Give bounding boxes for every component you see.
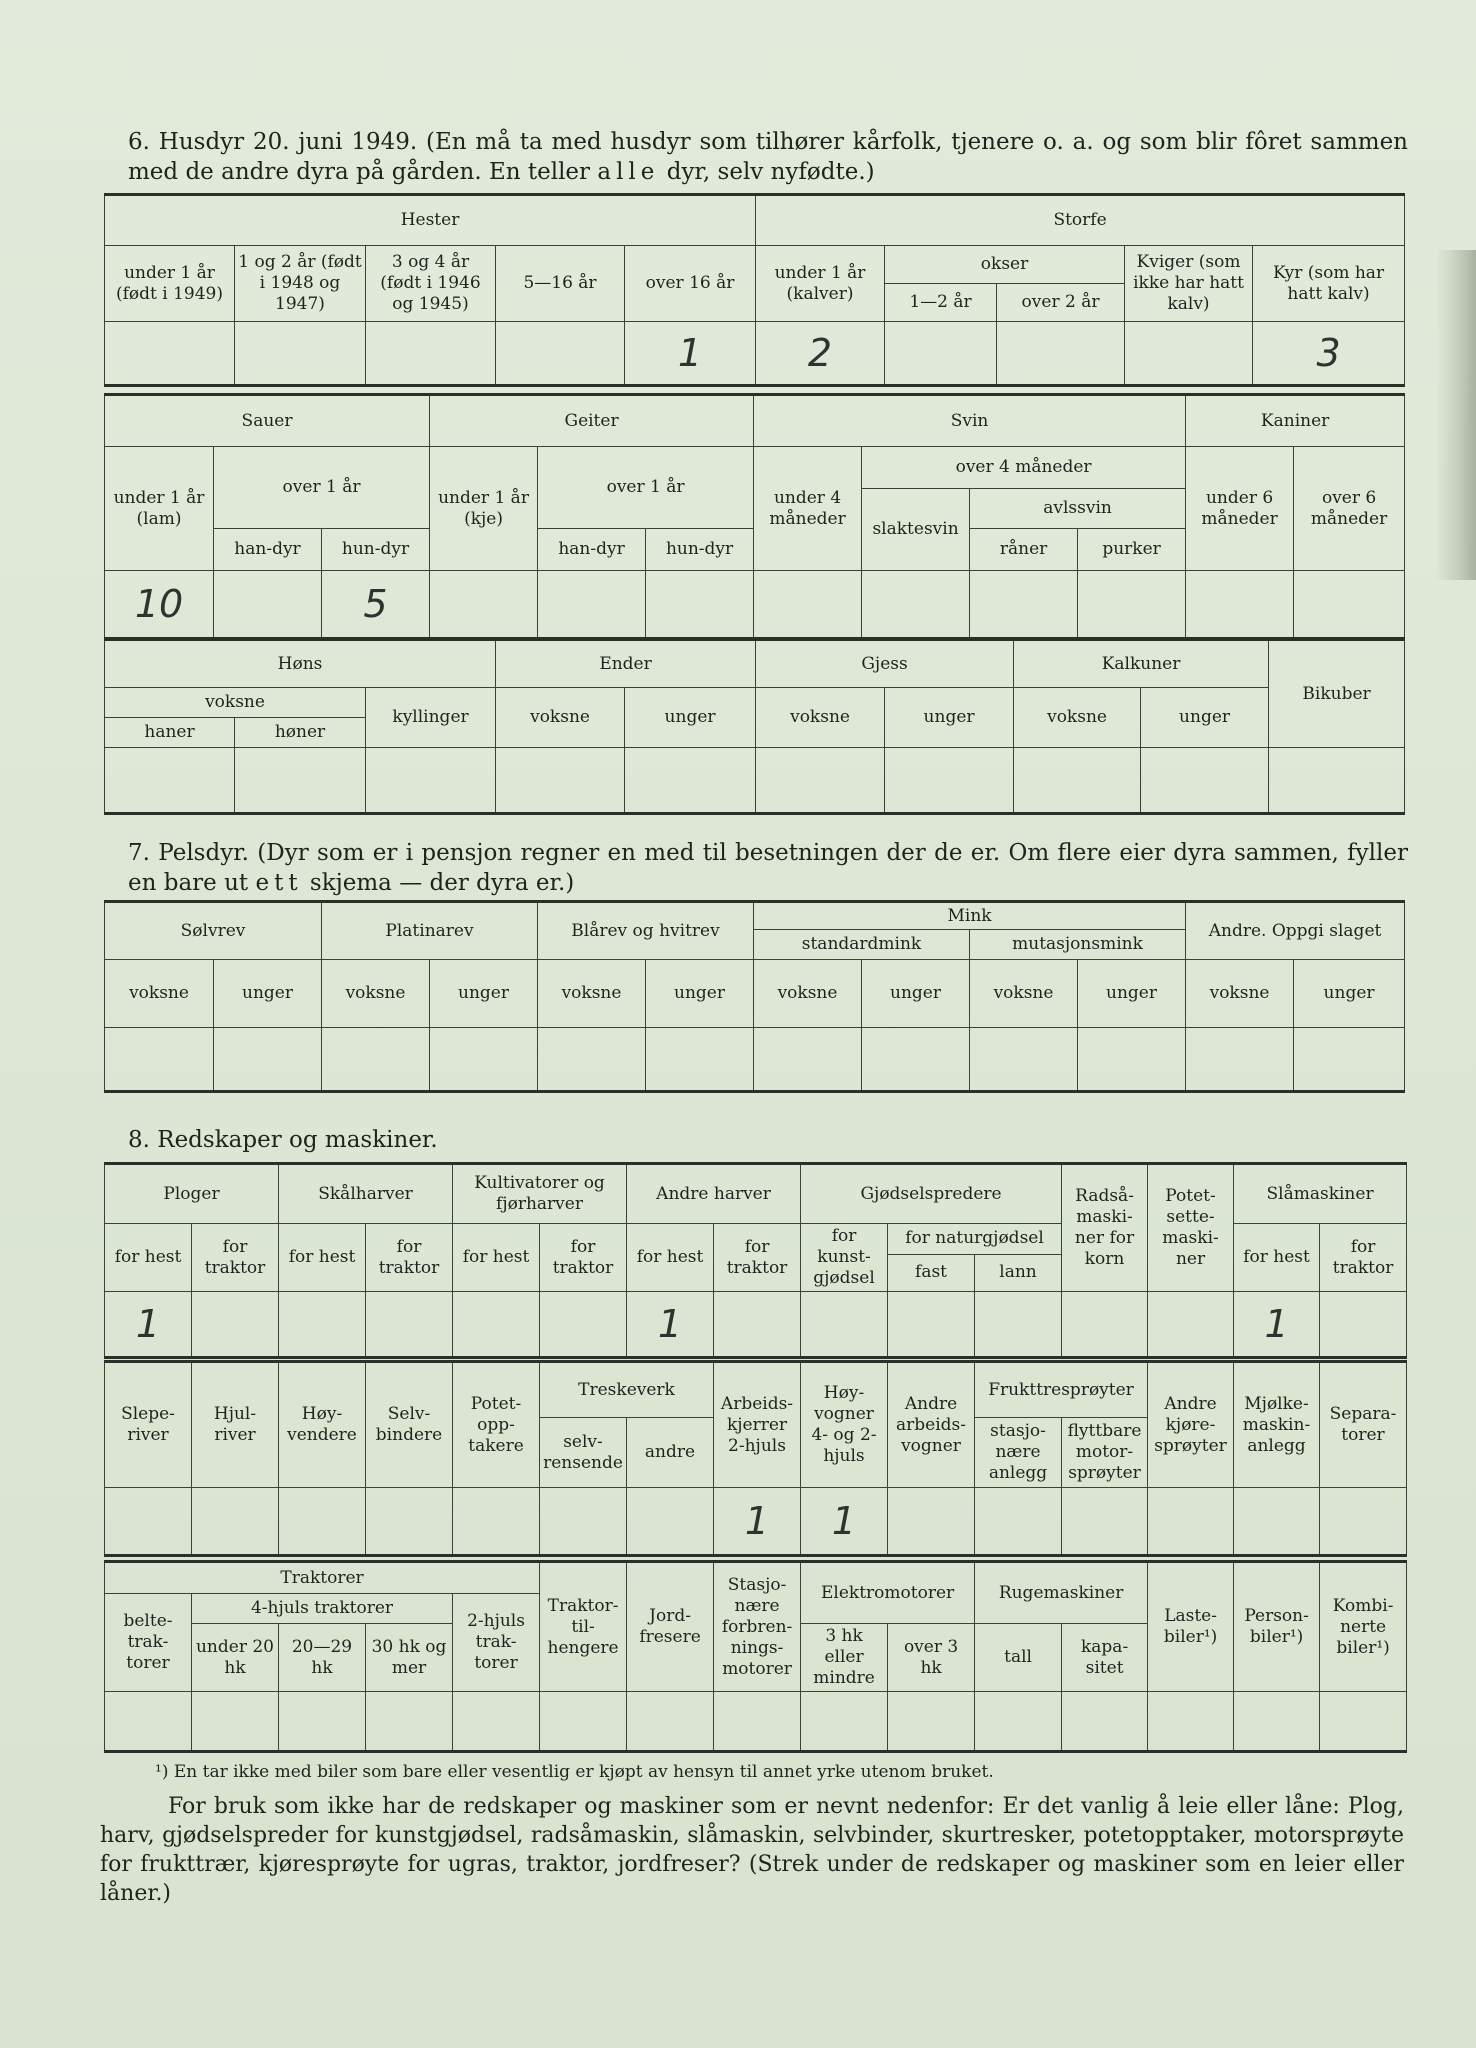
value-cell[interactable] (1014, 748, 1141, 814)
value-cell[interactable] (496, 748, 625, 814)
value-cell[interactable] (540, 1292, 627, 1358)
value-cell[interactable] (756, 748, 885, 814)
value-cell[interactable] (366, 322, 496, 386)
value-cell[interactable] (453, 1292, 540, 1358)
col-okser-over2: over 2 år (997, 284, 1125, 322)
col-ender-unger: unger (625, 688, 756, 748)
section-6-text-end: dyr, selv nyfødte.) (666, 159, 875, 185)
col-storfe-okser: okser (885, 246, 1125, 284)
col-sau-over1: over 1 år (214, 447, 430, 529)
value-cell[interactable] (105, 1692, 192, 1752)
value-cell[interactable]: 10 (105, 571, 214, 639)
col-under20: under 20 hk (192, 1624, 279, 1692)
value-cell[interactable] (646, 1028, 754, 1092)
col-sau-handyr: han-dyr (214, 529, 322, 571)
value-cell[interactable] (105, 748, 235, 814)
section-8-text: 8. Redskaper og maskiner. (128, 1127, 438, 1153)
value-cell[interactable] (366, 1488, 453, 1556)
header-mink: Mink (754, 902, 1186, 930)
header-rugemaskiner: Rugemaskiner (975, 1562, 1148, 1624)
value-cell[interactable] (235, 322, 366, 386)
header-andre: Andre. Oppgi slaget (1186, 902, 1405, 960)
header-jordfresere: Jord-fresere (627, 1562, 714, 1692)
col-selvrensende: selv-rensende (540, 1418, 627, 1488)
value-cell[interactable] (192, 1692, 279, 1752)
col-honer: høner (235, 718, 366, 748)
header-potetopptakere: Potet-opp-takere (453, 1362, 540, 1488)
value-cell[interactable]: 1 (625, 322, 756, 386)
value-cell[interactable] (997, 322, 1125, 386)
header-platinarev: Platinarev (322, 902, 538, 960)
section-6-alle: alle (597, 159, 660, 185)
value-cell[interactable] (1186, 571, 1294, 639)
col-kyllinger: kyllinger (366, 688, 496, 748)
table-redskaper-b (104, 1360, 1407, 1557)
col-naturgjodsel: for naturgjødsel (888, 1224, 1062, 1255)
header-mjolkemaskinanlegg: Mjølke-maskin-anlegg (1234, 1362, 1320, 1488)
col-standardmink: standardmink (754, 930, 970, 960)
col-hest-1-2: 1 og 2 år (født i 1948 og 1947) (235, 246, 366, 322)
value-cell[interactable] (1234, 1692, 1320, 1752)
col-ploger-hest: for hest (105, 1224, 192, 1292)
col-mutasjonsmink: mutasjonsmink (970, 930, 1186, 960)
value-cell[interactable] (366, 748, 496, 814)
value-cell[interactable] (279, 1488, 366, 1556)
footnote: ¹) En tar ikke med biler som bare eller vesentlig er kjøpt av hensyn til annet yrke utenom bruket. (155, 1762, 994, 1782)
header-andre-arbeidsvogner: Andre arbeids-vogner (888, 1362, 975, 1488)
value-cell[interactable] (279, 1292, 366, 1358)
value-cell[interactable] (714, 1692, 801, 1752)
value-cell[interactable] (888, 1692, 975, 1752)
value-cell[interactable] (1148, 1692, 1234, 1752)
value-cell[interactable] (885, 748, 1014, 814)
header-blarev: Blårev og hvitrev (538, 902, 754, 960)
col-stasjonaere-anlegg: stasjo-nære anlegg (975, 1418, 1062, 1488)
col-sla-traktor: for traktor (1320, 1224, 1407, 1292)
col-voksne: voksne (105, 960, 214, 1028)
col-okser-1-2: 1—2 år (885, 284, 997, 322)
header-stasjonaere-motorer: Stasjo-nære forbren-nings-motorer (714, 1562, 801, 1692)
col-el-over3: over 3 hk (888, 1624, 975, 1692)
value-cell[interactable] (453, 1692, 540, 1752)
header-separatorer: Separa-torer (1320, 1362, 1407, 1488)
value-cell[interactable] (801, 1292, 888, 1358)
value-cell[interactable] (862, 1028, 970, 1092)
col-harv-traktor: for traktor (714, 1224, 801, 1292)
col-slaktesvin: slaktesvin (862, 489, 970, 571)
header-radsamaskiner: Radså-maski-ner for korn (1062, 1164, 1148, 1292)
col-geit-handyr: han-dyr (538, 529, 646, 571)
col-unger: unger (862, 960, 970, 1028)
value-cell[interactable] (801, 1692, 888, 1752)
value-cell[interactable] (430, 571, 538, 639)
table-hester-storfe (104, 193, 1405, 387)
col-20-29: 20—29 hk (279, 1624, 366, 1692)
value-cell[interactable] (888, 1292, 975, 1358)
col-treske-andre: andre (627, 1418, 714, 1488)
value-cell[interactable] (235, 748, 366, 814)
header-hoyvogner: Høy-vogner 4- og 2-hjuls (801, 1362, 888, 1488)
lease-question-paragraph: For bruk som ikke har de redskaper og maskiner som er nevnt nedenfor: Er det vanlig å leie eller låne: Plog, harv, gjødselspreder for kunstgjødsel, radsåmaskin, slåmaskin, selvbinder, skurtresker, potetopptaker, motorsprøyte for frukttrær, kjøresprøyte for ugras, traktor, jordfreser? (Strek under de redskaper og maskiner som en leier eller låner.) (100, 1794, 1404, 1906)
value-cell[interactable] (540, 1692, 627, 1752)
header-svin: Svin (754, 395, 1186, 447)
col-unger: unger (1294, 960, 1405, 1028)
col-kult-traktor: for traktor (540, 1224, 627, 1292)
value-cell[interactable] (970, 1028, 1078, 1092)
torn-edge (1436, 250, 1476, 580)
value-cell[interactable] (1078, 571, 1186, 639)
value-cell[interactable] (754, 571, 862, 639)
col-voksne: voksne (754, 960, 862, 1028)
value-cell[interactable] (1125, 322, 1253, 386)
header-kalkuner: Kalkuner (1014, 640, 1269, 688)
col-voksne: voksne (970, 960, 1078, 1028)
value-cell[interactable]: 2 (756, 322, 885, 386)
value-cell[interactable] (538, 1028, 646, 1092)
col-kapasitet: kapa-sitet (1062, 1624, 1148, 1692)
header-storfe: Storfe (756, 195, 1405, 246)
header-sauer: Sauer (105, 395, 430, 447)
col-voksne: voksne (322, 960, 430, 1028)
value-cell[interactable] (214, 571, 322, 639)
value-cell[interactable] (1062, 1488, 1148, 1556)
value-cell[interactable] (625, 748, 756, 814)
value-cell[interactable] (1062, 1692, 1148, 1752)
value-cell[interactable] (1294, 571, 1405, 639)
header-traktorer: Traktorer (105, 1562, 540, 1594)
col-2hjuls: 2-hjuls trak-torer (453, 1594, 540, 1692)
value-cell[interactable] (646, 571, 754, 639)
value-cell[interactable]: 3 (1253, 322, 1405, 386)
header-potetsettemaskiner: Potet-sette-maski-ner (1148, 1164, 1234, 1292)
value-cell[interactable] (192, 1292, 279, 1358)
header-ender: Ender (496, 640, 756, 688)
col-sla-hest: for hest (1234, 1224, 1320, 1292)
value-cell[interactable] (1294, 1028, 1405, 1092)
col-geit-kje: under 1 år (kje) (430, 447, 538, 571)
value-cell[interactable] (1148, 1292, 1234, 1358)
col-unger: unger (430, 960, 538, 1028)
col-avlssvin: avlssvin (970, 489, 1186, 529)
col-unger: unger (646, 960, 754, 1028)
col-kult-hest: for hest (453, 1224, 540, 1292)
value-cell[interactable] (627, 1692, 714, 1752)
col-purker: purker (1078, 529, 1186, 571)
value-cell[interactable] (1062, 1292, 1148, 1358)
col-flyttbare: flyttbare motor-sprøyter (1062, 1418, 1148, 1488)
value-cell[interactable] (975, 1292, 1062, 1358)
section-6-text: 6. Husdyr 20. juni 1949. (En må ta med husdyr som tilhører kårfolk, tjenere o. a. og som blir fôret sammen med de andre dyra på gården. En teller (128, 129, 1408, 185)
table-traktorer (104, 1560, 1407, 1753)
header-solvrev: Sølvrev (105, 902, 322, 960)
value-cell[interactable] (430, 1028, 538, 1092)
value-cell[interactable] (366, 1692, 453, 1752)
value-cell[interactable]: 1 (1234, 1292, 1320, 1358)
col-kalkuner-voksne: voksne (1014, 688, 1141, 748)
section-7-text: 7. Pelsdyr. (Dyr som er i pensjon regner en med til besetningen der de er. Om flere eier dyra sammen, fyller en bare ut (128, 840, 1408, 896)
value-cell[interactable] (862, 571, 970, 639)
col-svin-under4: under 4 måneder (754, 447, 862, 571)
section-7-text-end: skjema — der dyra er.) (309, 870, 575, 896)
col-hons-voksne: voksne (105, 688, 366, 718)
col-gjess-voksne: voksne (756, 688, 885, 748)
header-treskeverk: Treskeverk (540, 1362, 714, 1418)
section-7-heading (128, 838, 1408, 898)
col-ender-voksne: voksne (496, 688, 625, 748)
header-elektromotorer: Elektromotorer (801, 1562, 975, 1624)
header-gjess: Gjess (756, 640, 1014, 688)
col-voksne: voksne (1186, 960, 1294, 1028)
header-kombinerte: Kombi-nerte biler¹) (1320, 1562, 1407, 1692)
value-cell[interactable] (105, 1028, 214, 1092)
value-cell[interactable] (279, 1692, 366, 1752)
value-cell[interactable] (1148, 1488, 1234, 1556)
col-voksne: voksne (538, 960, 646, 1028)
col-svin-over4: over 4 måneder (862, 447, 1186, 489)
header-andre-harver: Andre harver (627, 1164, 801, 1224)
col-beltetraktorer: belte-trak-torer (105, 1594, 192, 1692)
col-storfe-kalver: under 1 år (kalver) (756, 246, 885, 322)
col-30: 30 hk og mer (366, 1624, 453, 1692)
header-traktortilhengere: Traktor-til-hengere (540, 1562, 627, 1692)
value-cell[interactable]: 1 (714, 1488, 801, 1556)
col-gjess-unger: unger (885, 688, 1014, 748)
value-cell[interactable] (322, 1028, 430, 1092)
value-cell[interactable] (1269, 748, 1405, 814)
table-fjorfe (104, 638, 1405, 815)
value-cell[interactable] (970, 571, 1078, 639)
header-kaniner: Kaniner (1186, 395, 1405, 447)
col-fast: fast (888, 1254, 975, 1291)
col-kan-under6: under 6 måneder (1186, 447, 1294, 571)
section-6-heading (128, 127, 1408, 187)
header-kultivatorer: Kultivatorer og fjørharver (453, 1164, 627, 1224)
value-cell[interactable] (1320, 1292, 1407, 1358)
col-tall: tall (975, 1624, 1062, 1692)
value-cell[interactable] (1078, 1028, 1186, 1092)
col-kalkuner-unger: unger (1141, 688, 1269, 748)
value-cell[interactable] (1141, 748, 1269, 814)
header-hjulriver: Hjul-river (192, 1362, 279, 1488)
value-cell[interactable] (105, 1488, 192, 1556)
header-hons: Høns (105, 640, 496, 688)
col-hest-over16: over 16 år (625, 246, 756, 322)
col-sau-hundyr: hun-dyr (322, 529, 430, 571)
value-cell[interactable] (192, 1488, 279, 1556)
value-cell[interactable] (1320, 1488, 1407, 1556)
value-cell[interactable]: 5 (322, 571, 430, 639)
table-pelsdyr (104, 900, 1405, 1093)
header-geiter: Geiter (430, 395, 754, 447)
value-cell[interactable] (885, 322, 997, 386)
col-raner: råner (970, 529, 1078, 571)
value-cell[interactable] (214, 1028, 322, 1092)
header-selvbindere: Selv-bindere (366, 1362, 453, 1488)
value-cell[interactable] (1186, 1028, 1294, 1092)
header-slamaskiner: Slåmaskiner (1234, 1164, 1407, 1224)
value-cell[interactable] (888, 1488, 975, 1556)
header-ploger: Ploger (105, 1164, 279, 1224)
value-cell[interactable] (754, 1028, 862, 1092)
col-haner: haner (105, 718, 235, 748)
value-cell[interactable] (496, 322, 625, 386)
col-skal-traktor: for traktor (366, 1224, 453, 1292)
col-unger: unger (1078, 960, 1186, 1028)
value-cell[interactable] (975, 1692, 1062, 1752)
value-cell[interactable] (1320, 1692, 1407, 1752)
col-4hjuls: 4-hjuls traktorer (192, 1594, 453, 1624)
col-kunstgjodsel: for kunst-gjødsel (801, 1224, 888, 1292)
value-cell[interactable] (627, 1488, 714, 1556)
header-fruktsproyter: Frukttresprøyter (975, 1362, 1148, 1418)
col-hest-5-16: 5—16 år (496, 246, 625, 322)
col-harv-hest: for hest (627, 1224, 714, 1292)
table-sauer-geiter-svin-kaniner (104, 393, 1405, 640)
header-arbeidskjerrer: Arbeids-kjerrer 2-hjuls (714, 1362, 801, 1488)
header-hester: Hester (105, 195, 756, 246)
value-cell[interactable] (540, 1488, 627, 1556)
value-cell[interactable] (105, 322, 235, 386)
value-cell[interactable]: 1 (627, 1292, 714, 1358)
value-cell[interactable] (975, 1488, 1062, 1556)
col-sau-lam: under 1 år (lam) (105, 447, 214, 571)
header-sleperiver: Slepe-river (105, 1362, 192, 1488)
col-hest-3-4: 3 og 4 år (født i 1946 og 1945) (366, 246, 496, 322)
col-el-3hk: 3 hk eller mindre (801, 1624, 888, 1692)
value-cell[interactable]: 1 (801, 1488, 888, 1556)
header-bikuber: Bikuber (1269, 640, 1405, 748)
value-cell[interactable] (538, 571, 646, 639)
col-geit-over1: over 1 år (538, 447, 754, 529)
col-kan-over6: over 6 måneder (1294, 447, 1405, 571)
header-skalharver: Skålharver (279, 1164, 453, 1224)
value-cell[interactable]: 1 (105, 1292, 192, 1358)
section-8-heading (128, 1125, 1408, 1155)
value-cell[interactable] (714, 1292, 801, 1358)
value-cell[interactable] (1234, 1488, 1320, 1556)
value-cell[interactable] (366, 1292, 453, 1358)
header-personbiler: Person-biler¹) (1234, 1562, 1320, 1692)
table-redskaper-a (104, 1162, 1407, 1359)
col-storfe-kyr: Kyr (som har hatt kalv) (1253, 246, 1405, 322)
col-lann: lann (975, 1254, 1062, 1291)
col-geit-hundyr: hun-dyr (646, 529, 754, 571)
header-lastebiler: Laste-biler¹) (1148, 1562, 1234, 1692)
section-7-ett: ett (255, 870, 303, 896)
col-storfe-kviger: Kviger (som ikke har hatt kalv) (1125, 246, 1253, 322)
header-hoyvendere: Høy-vendere (279, 1362, 366, 1488)
header-gjodselspredere: Gjødselspredere (801, 1164, 1062, 1224)
col-ploger-traktor: for traktor (192, 1224, 279, 1292)
header-andre-kjoresproyter: Andre kjøre-sprøyter (1148, 1362, 1234, 1488)
col-unger: unger (214, 960, 322, 1028)
col-skal-hest: for hest (279, 1224, 366, 1292)
value-cell[interactable] (453, 1488, 540, 1556)
col-hest-under1: under 1 år (født i 1949) (105, 246, 235, 322)
